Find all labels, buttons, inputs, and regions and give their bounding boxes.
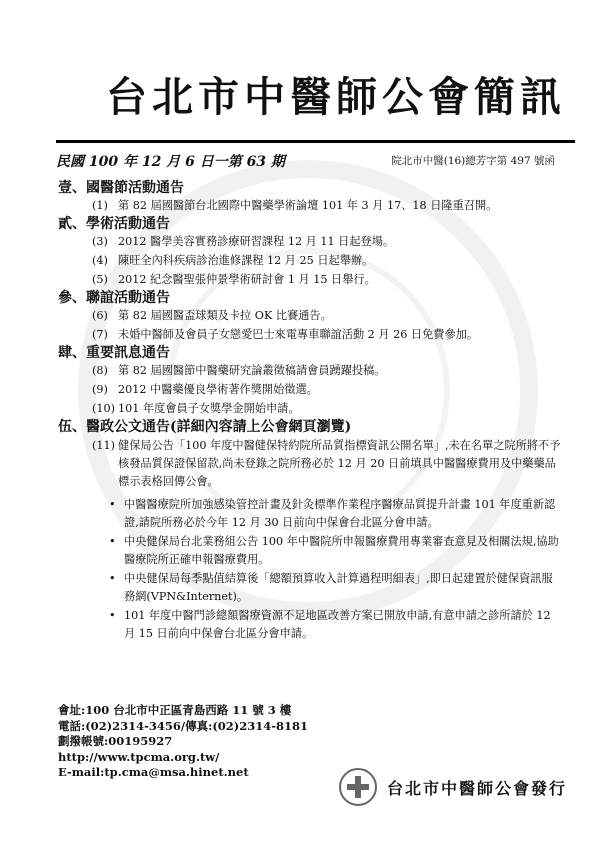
bullet-item	[102, 607, 563, 643]
item-number: (1)	[92, 199, 108, 212]
item-text: 健保局公告「100 年度中醫健保特約院所品質指標資訊公開名單」,未在名單之院所將不予核發品質保證保留款,尚未登錄之院所務必於 12 月 20 日前填具中醫醫療費用及中藥藥品標示表格回傳公會。	[118, 439, 561, 488]
section-title: 伍、醫政公文通告(詳細內容請上公會網頁瀏覽)	[58, 419, 352, 435]
item-text: 2012 醫學美容實務診療研習課程 12 月 11 日起登場。	[118, 235, 395, 248]
item-text: 2012 中醫藥優良學術著作獎開始徵選。	[118, 383, 318, 396]
list-item	[92, 437, 563, 491]
item-number: (3)	[92, 235, 108, 248]
bullet-item	[102, 533, 563, 569]
issuer-name: 台北市中醫師公會發行	[386, 778, 567, 798]
section-1	[58, 181, 563, 213]
bullet-text: 中醫醫療院所加強感染管控計畫及針灸標準作業程序醫療品質提升計畫 101 年度重新認證,請院所務必於今年 12 月 30 日前向中保會台北區分會申請。	[124, 498, 556, 529]
footer	[339, 768, 567, 806]
bullet-dot-icon: •	[109, 609, 116, 622]
bullet-dot-icon: •	[109, 498, 116, 511]
bullet-text: 101 年度中醫門診總額醫療資源不足地區改善方案已開放申請,有意申請之診所請於 12 月 15 日前向中保會台北區分會申請。	[124, 609, 551, 640]
item-number: (9)	[92, 383, 108, 396]
phone-fax: 電話:(02)2314-3456/傳真:(02)2314-8181	[58, 718, 309, 733]
item-number: (7)	[92, 328, 108, 341]
item-text: 未婚中醫師及會員子女戀愛巴士來電專車聯誼活動 2 月 26 日免費參加。	[118, 328, 479, 341]
item-text: 陳旺全內科疾病診治進修課程 12 月 25 日起舉辦。	[118, 254, 374, 267]
document-reference: 院北市中醫(16)總芳字第 497 號函	[391, 155, 555, 167]
email-link[interactable]: E-mail:tp.cma@msa.hinet.net	[58, 765, 249, 779]
list-item	[92, 363, 563, 378]
section-title: 肆、重要訊息通告	[58, 345, 170, 361]
item-text: 101 年度會員子女獎學金開始申請。	[118, 402, 300, 415]
item-text: 2012 紀念醫聖張仲景學術研討會 1 月 15 日舉行。	[118, 273, 376, 286]
address: 會址:100 台北市中正區青島西路 11 號 3 樓	[58, 703, 292, 717]
notice-content	[58, 178, 563, 644]
item-text: 第 82 屆國醫節台北國際中醫藥學術論壇 101 年 3 月 17、18 日隆重召開。	[118, 199, 498, 212]
issue-date-number: 民國 100 年 12 月 6 日一第 63 期	[56, 154, 285, 170]
list-item	[92, 401, 563, 416]
list-item	[92, 308, 563, 323]
association-logo-icon	[339, 768, 377, 806]
item-number: (5)	[92, 273, 108, 286]
newsletter-title: 台北市中醫師公會簡訊	[106, 73, 566, 121]
bullet-item	[102, 496, 563, 532]
item-number: (8)	[92, 364, 108, 377]
website-link[interactable]: http://www.tpcma.org.tw/	[58, 749, 220, 764]
section-title: 貳、學術活動通告	[58, 216, 170, 232]
issue-bar	[56, 140, 575, 179]
list-item	[92, 198, 563, 213]
list-item	[92, 234, 563, 249]
list-item	[92, 327, 563, 342]
contact-block	[58, 703, 308, 781]
item-number: (11)	[92, 439, 115, 452]
bullet-item	[102, 570, 563, 606]
bullet-dot-icon: •	[109, 572, 116, 585]
list-item	[92, 382, 563, 397]
item-number: (4)	[92, 254, 108, 267]
section-4	[58, 346, 563, 416]
bullet-list	[102, 496, 563, 643]
section-5	[58, 420, 563, 643]
item-text: 第 82 屆國醫盃球類及卡拉 OK 比賽通告。	[118, 309, 332, 322]
item-text: 第 82 屆國醫節中醫藥研究論叢徵稿請會員踴躍投稿。	[118, 364, 386, 377]
list-item	[92, 272, 563, 287]
section-title: 壹、國醫節活動通告	[58, 180, 184, 196]
postal-account: 劃撥帳號:00195927	[58, 734, 173, 748]
bullet-text: 中央健保局台北業務組公告 100 年中醫院所申報醫療費用專業審查意見及相關法規,協助醫療院所正確申報醫療費用。	[124, 535, 559, 566]
section-2	[58, 217, 563, 287]
section-3	[58, 291, 563, 342]
bullet-text: 中央健保局每季點值結算後「總額預算收入計算過程明細表」,即日起建置於健保資訊服務網(VPN&Internet)。	[124, 572, 553, 603]
item-number: (10)	[92, 402, 115, 415]
section-title: 參、聯誼活動通告	[58, 290, 170, 306]
item-number: (6)	[92, 309, 108, 322]
bullet-dot-icon: •	[109, 535, 116, 548]
list-item	[92, 253, 563, 268]
